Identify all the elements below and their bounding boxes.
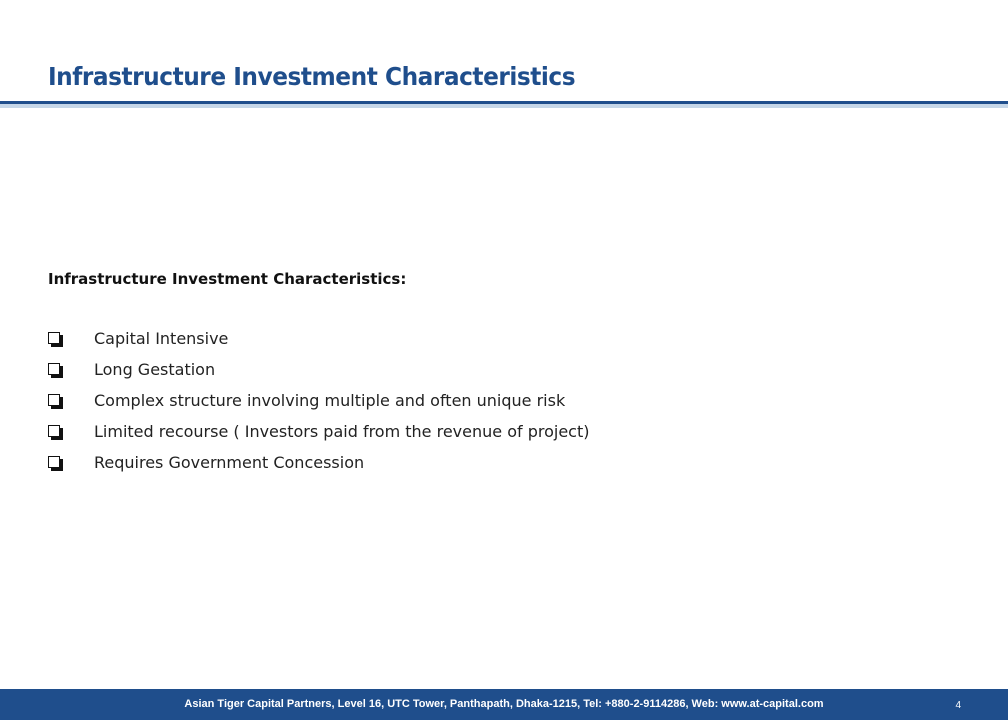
bullet-text: Long Gestation xyxy=(94,360,216,379)
footer-contact-text: Asian Tiger Capital Partners, Level 16, UTC Tower, Panthapath, Dhaka-1215, Tel: +880-2-9114286, Web: www.at-capital.com xyxy=(184,698,824,710)
page-title: Infrastructure Investment Characteristics xyxy=(48,62,576,91)
footer-bar xyxy=(0,689,1008,720)
title-divider-shadow xyxy=(0,104,1008,108)
bullet-text: Capital Intensive xyxy=(94,329,229,348)
checkbox-square-icon xyxy=(48,332,60,344)
page-number: 4 xyxy=(955,700,961,711)
bullet-text: Requires Government Concession xyxy=(94,453,365,472)
checkbox-square-icon xyxy=(48,363,60,375)
checkbox-square-icon xyxy=(48,456,60,468)
section-heading: Infrastructure Investment Characteristics: xyxy=(48,270,407,288)
checkbox-square-icon xyxy=(48,394,60,406)
bullet-text: Limited recourse ( Investors paid from the revenue of project) xyxy=(94,422,590,441)
checkbox-square-icon xyxy=(48,425,60,437)
bullet-text: Complex structure involving multiple and often unique risk xyxy=(94,391,566,410)
